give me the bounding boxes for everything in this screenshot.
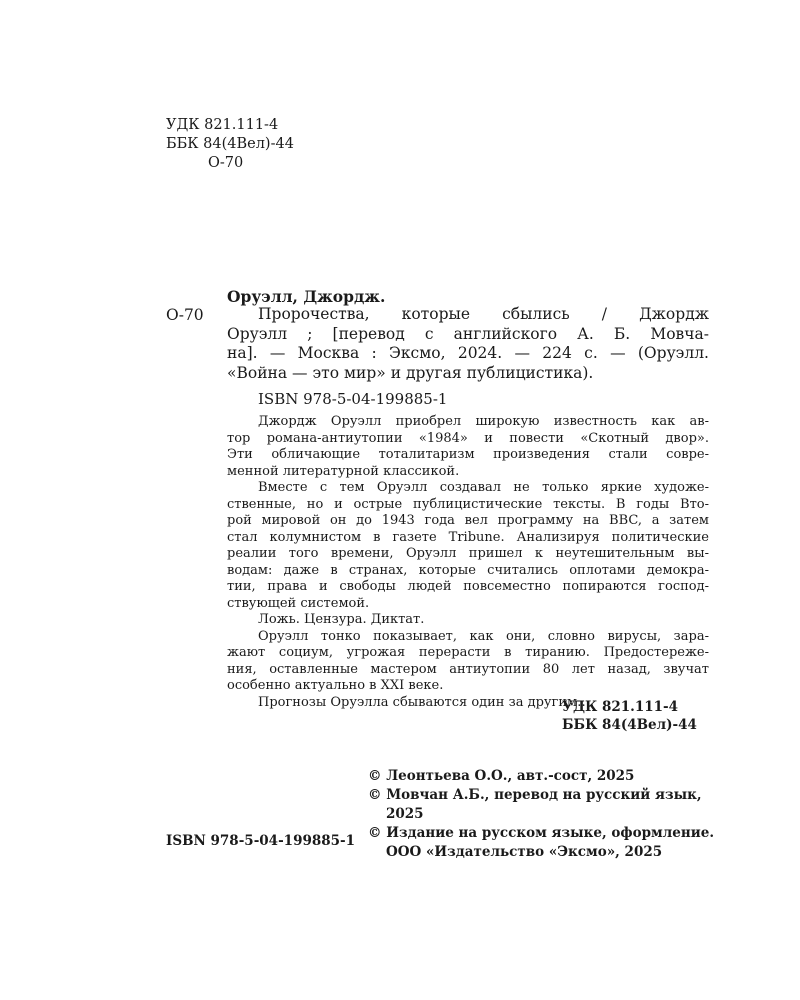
annotation-line: Прогнозы Оруэлла сбываются один за другим….	[258, 694, 595, 710]
annotation-line: особенно актуально в XXI веке.	[227, 678, 444, 693]
udk-code: УДК 821.111-4	[166, 117, 279, 133]
bib-description-line: Пророчества, которые сбылись / Джордж	[258, 305, 709, 323]
copyright-line: 2025	[386, 806, 424, 822]
annotation-line: рой мировой он до 1943 года вел программу на BBC, а затем	[227, 513, 709, 528]
bib-description	[227, 305, 709, 383]
annotation-line: Ложь. Цензура. Диктат.	[258, 612, 425, 627]
annotation-line: Вместе с тем Оруэлл создавал не только яркие художе-	[258, 480, 709, 495]
bib-isbn: ISBN 978-5-04-199885-1	[258, 390, 448, 408]
annotation	[227, 414, 709, 711]
bib-description-line: «Война — это мир» и другая публицистика).	[227, 363, 594, 382]
annotation-line: реалии того времени, Оруэлл пришел к неутешительным вы-	[227, 546, 709, 561]
annotation-line: Оруэлл тонко показывает, как они, словно вирусы, зара-	[258, 628, 709, 644]
annotation-line: ствующей системой.	[227, 595, 370, 611]
bbk-code: ББК 84(4Вел)-44	[166, 136, 294, 152]
annotation-line: тии, права и свободы людей повсеместно попираются господ-	[227, 579, 709, 594]
bib-author: Оруэлл, Джордж.	[227, 287, 386, 306]
annotation-line: жают социум, угрожая перерасти в тиранию. Предостереже-	[227, 645, 709, 660]
bib-description-line: на]. — Москва : Эксмо, 2024. — 224 с. — (Оруэлл.	[227, 344, 709, 362]
annotation-line: Джордж Оруэлл приобрел широкую известность как ав-	[258, 414, 709, 429]
copyright-line: © Мовчан А.Б., перевод на русский язык,	[368, 787, 702, 803]
annotation-line: тор романа-антиутопии «1984» и повести «Скотный двор».	[227, 430, 709, 446]
classification-block-bottom	[562, 698, 697, 734]
author-sign: О-70	[208, 155, 244, 171]
bib-description-line: Оруэлл ; [перевод с английского А. Б. Мовча-	[227, 324, 709, 343]
copyright-line: © Издание на русском языке, оформление.	[368, 825, 715, 841]
annotation-line: водам: даже в странах, которые считались оплотами демокра-	[227, 562, 709, 578]
copyright-block	[368, 767, 715, 862]
annotation-line: ния, оставленные мастером антиутопии 80 лет назад, звучат	[227, 661, 709, 677]
bib-author-sign: О-70	[166, 306, 204, 324]
udk-code: УДК 821.111-4	[562, 699, 678, 715]
isbn-bottom: ISBN 978-5-04-199885-1	[166, 833, 356, 849]
bbk-code: ББК 84(4Вел)-44	[562, 717, 697, 733]
annotation-line: Эти обличающие тоталитаризм произведения стали совре-	[227, 447, 709, 462]
annotation-line: ственные, но и острые публицистические тексты. В годы Вто-	[227, 496, 709, 512]
classification-block-top	[166, 116, 294, 173]
copyright-line: ООО «Издательство «Эксмо», 2025	[386, 844, 663, 860]
annotation-line: стал колумнистом в газете Tribune. Анализируя политические	[227, 529, 709, 545]
annotation-line: менной литературной классикой.	[227, 463, 460, 479]
copyright-line: © Леонтьева О.О., авт.-сост, 2025	[368, 768, 635, 784]
